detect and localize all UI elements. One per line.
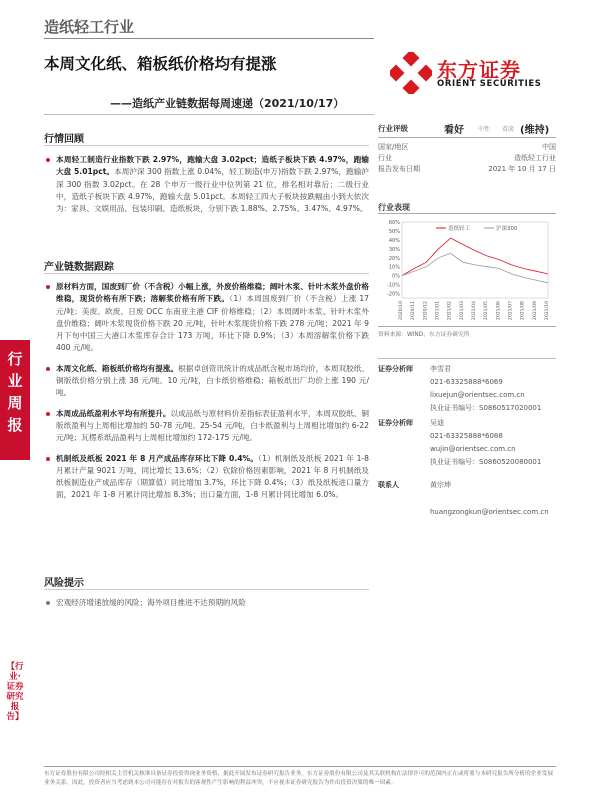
chart-title: 行业表现: [378, 202, 556, 214]
analyst-info: [430, 417, 541, 469]
orient-logo-icon: [390, 52, 432, 94]
logo-text-cn: 东方证券: [437, 58, 521, 82]
bullet-text: （1）本周国废到厂价（不含税）上涨 17 元/吨；美废、欧废、日废 OCC 东南亚主港 CIF 价格维稳；（2）本周阔叶木浆、针叶木浆外盘价维稳；阔叶木浆现货价格下跌 20 元/吨，针叶木浆现货价格下跌 278 元/吨；2021 年 9 月下旬中国三大港口木浆库存合计 173 万吨，环比下降 0.9%；（3）本周溶解浆价格下跌 400 元/吨。: [56, 294, 370, 353]
bullet-item: [44, 363, 369, 400]
info-value: 2021 年 10 月 17 日: [488, 165, 556, 173]
analyst-role: 证券分析师: [378, 365, 413, 373]
x-tick-label: 2021/10: [545, 301, 550, 321]
info-row: [378, 164, 556, 175]
x-tick-label: 2020/12: [423, 301, 429, 321]
analyst-entry: [378, 417, 556, 469]
bullet-bold: 本周成品纸盈利水平均有所提升。: [56, 408, 171, 418]
bullet-dot-icon: [46, 158, 50, 162]
info-key: 行业: [378, 154, 392, 162]
y-tick-label: 40%: [388, 237, 400, 244]
bullet-bold: 机制纸及纸板 2021 年 8 月产成品库存环比下降 0.4%。: [56, 453, 259, 463]
rating-label: 行业评级: [378, 124, 408, 133]
chart-panel: [378, 202, 556, 338]
analyst-phone: 021-63325888*6088: [430, 432, 503, 440]
y-tick-label: -20%: [387, 291, 400, 298]
bullet-dot-icon: [46, 367, 50, 371]
bullet-text: 以成品纸与原材料价差指标表征盈利水平，本周双胶纸、铜版纸盈利与上周相比增加约 50-78 元/吨、25-54 元/吨，白卡纸盈利与上周相比增加约 6-22 元/吨；瓦楞系纸品盈利与上周相比增加约 172-175 元/吨。: [56, 408, 370, 443]
chain-block: [44, 281, 369, 502]
info-table: [378, 142, 556, 175]
bullet-text: （1）机制纸及纸板 2021 年 1-8 月累计产量 9021 万吨，同比增长 13.6%；（2）钦除价格因素影响，2021 年 8 月机制纸及纸板制造业产成品库存（期算值）同比增加 3.7%，环比下降 0.4%；（3）纸及纸板进口量方面，2021 年 1-8 月累计同比增加 8.3%；出口量方面，1-8 月累计同比增加 6.0%。: [56, 453, 369, 500]
y-tick-label: 20%: [388, 255, 400, 262]
section-chain-tracking: 产业链数据跟踪: [44, 262, 114, 273]
industry-label: 造纸轻工行业: [44, 18, 135, 36]
chart-source: 资料来源：WIND，东方证券研究所: [378, 326, 556, 338]
footer-disclaimer: 东方证券股份有限公司经相关主管机关核准具备证券投资咨询业务资格，据此开展发布证券研究报告业务。东方证券股份有限公司及其关联机构在法律许可的范围内正在或将要与本研究报告所分析的企业发展业务关系。因此，投资者应当考虑到本公司可能存在对报告的客观性产生影响的利益冲突，不应视本证券研究报告为作出投资决策的唯一因素。: [44, 771, 554, 786]
side-report-label: [0, 340, 30, 460]
y-tick-label: 60%: [388, 220, 400, 226]
series-line-0: [402, 238, 548, 276]
bullet-bold: 本周文化纸、箱板纸价格均有提涨。: [56, 363, 179, 373]
x-tick-label: 2021/09: [532, 301, 538, 321]
legend-label: 沪深300: [496, 226, 518, 232]
info-key: 国家/地区: [378, 143, 409, 151]
bullet-item: [44, 154, 369, 215]
bullet-item: [44, 281, 369, 355]
y-tick-label: -10%: [387, 282, 400, 289]
analyst-email[interactable]: wujin@orientsec.com.cn: [430, 445, 516, 453]
info-value: 造纸轻工行业: [514, 154, 556, 162]
analyst-info: [430, 363, 541, 415]
rating-panel: [378, 120, 556, 175]
section-rule: [44, 273, 369, 274]
x-tick-label: 2021/07: [508, 301, 514, 321]
contact-info: [430, 479, 549, 519]
y-tick-label: 0%: [392, 273, 400, 280]
rating-opt: 中性: [478, 126, 491, 133]
risk-text: 宏观经济增速放缓的风险；海外项目推进不达预期的风险: [56, 598, 246, 607]
bullet-dot-icon: [46, 457, 50, 461]
top-rule: [44, 38, 374, 39]
report-subtitle: ——造纸产业链数据每周速递（2021/10/17）: [110, 97, 345, 110]
x-tick-label: 2021/08: [520, 301, 526, 321]
bullet-item: [44, 597, 369, 609]
section-rule: [44, 589, 369, 590]
x-tick-label: 2021/03: [459, 301, 465, 321]
chart-frame: [402, 222, 548, 298]
side-tag: 【行业·证券研究报告】: [6, 662, 24, 722]
info-value: 中国: [542, 143, 556, 151]
rating-row: [378, 120, 556, 138]
risk-block: [44, 597, 369, 609]
subtitle-rule: [44, 114, 374, 115]
analyst-cert: 执业证书编号：S0860520080001: [430, 458, 542, 466]
side-char: 业: [7, 372, 23, 390]
analyst-role: 证券分析师: [378, 419, 413, 427]
market-review-block: [44, 154, 369, 215]
bullet-bold: 原材料方面，国废到厂价（不含税）小幅上涨，外废价格维稳；阔叶木浆、针叶木浆外盘价格维稳，现货价格有所下跌；溶解浆价格有所下跌。: [56, 282, 369, 304]
bullet-text: 本周沪深 300 指数上涨 0.04%，轻工制造(申万)指数下跌 2.97%，跑输沪深 300 指数 3.02pct。在 28 个申万一级行业中位列第 21 位，排名相对靠后；二级行业中，造纸子板块下跌 4.97%，跑输大盘 5.01pct。本周轻工四大子板块按跌幅由小到大依次为：家具、文娱用品、包装印刷、造纸板块，分别下跌 1.88%、2.75%、3.47%、4.97%。: [56, 167, 369, 214]
series-line-1: [402, 253, 548, 282]
analyst-email[interactable]: lixuejun@orientsec.com.cn: [430, 391, 525, 399]
analyst-name: 李雪君: [430, 365, 451, 373]
x-tick-label: 2020/11: [411, 301, 417, 321]
bullet-bold: 本周轻工制造行业指数下跌 2.97%，跑输大盘 3.02pct；造纸子板块下跌 4.97%，跑输大盘 5.01pct。: [56, 155, 369, 177]
rating-value: 看好: [444, 125, 464, 136]
contact-email[interactable]: huangzongkun@orientsec.com.cn: [430, 508, 549, 516]
x-tick-label: 2021/01: [435, 301, 441, 321]
side-char: 报: [7, 416, 23, 434]
analyst-phone: 021-63325888*6069: [430, 378, 503, 386]
info-row: [378, 142, 556, 153]
section-market-review: 行情回顾: [44, 134, 84, 145]
info-row: [378, 153, 556, 164]
bullet-dot-icon: [46, 285, 50, 289]
bullet-dot-icon: [46, 601, 50, 605]
footer-rule: [44, 766, 556, 767]
analyst-name: 吴迪: [430, 419, 444, 427]
rating-opt: 看淡: [502, 126, 515, 133]
bullet-text: 根据卓创资讯统计的成品纸含税市场均价，本周双胶纸、铜版纸价格分别上涨 38 元/吨、10 元/吨，白卡纸价格维稳；箱板纸出厂均价上涨 190 元/吨。: [56, 363, 370, 398]
x-tick-label: 2021/05: [484, 301, 490, 321]
side-char: 行: [7, 350, 23, 368]
contact-role: 联系人: [378, 481, 399, 489]
section-risk: 风险提示: [44, 578, 84, 589]
section-rule: [44, 145, 369, 146]
analysts-panel: [378, 358, 556, 519]
x-tick-label: 2021/06: [496, 301, 502, 321]
industry-performance-chart: [378, 216, 556, 326]
analyst-entry: [378, 363, 556, 415]
contact-name: 黄宗坤: [430, 481, 451, 489]
bullet-item: [44, 453, 369, 502]
y-tick-label: 10%: [388, 264, 400, 271]
side-char: 周: [7, 394, 23, 412]
bullet-dot-icon: [46, 412, 50, 416]
y-tick-label: 30%: [388, 246, 400, 253]
legend-label: 造纸轻工: [448, 226, 471, 232]
analyst-cert: 执业证书编号：S0860517020001: [430, 404, 542, 412]
x-tick-label: 2021/02: [447, 301, 453, 321]
info-key: 报告发布日期: [378, 165, 420, 173]
y-tick-label: 50%: [388, 228, 400, 235]
contact-entry: [378, 479, 556, 519]
x-tick-label: 2020/10: [399, 301, 404, 321]
logo-text-en: ORIENT SECURITIES: [437, 79, 542, 89]
rating-status: (维持): [520, 125, 550, 136]
report-title: 本周文化纸、箱板纸价格均有提涨: [44, 55, 277, 73]
x-tick-label: 2021/04: [472, 301, 477, 321]
bullet-item: [44, 408, 369, 445]
orient-logo: [390, 50, 560, 96]
